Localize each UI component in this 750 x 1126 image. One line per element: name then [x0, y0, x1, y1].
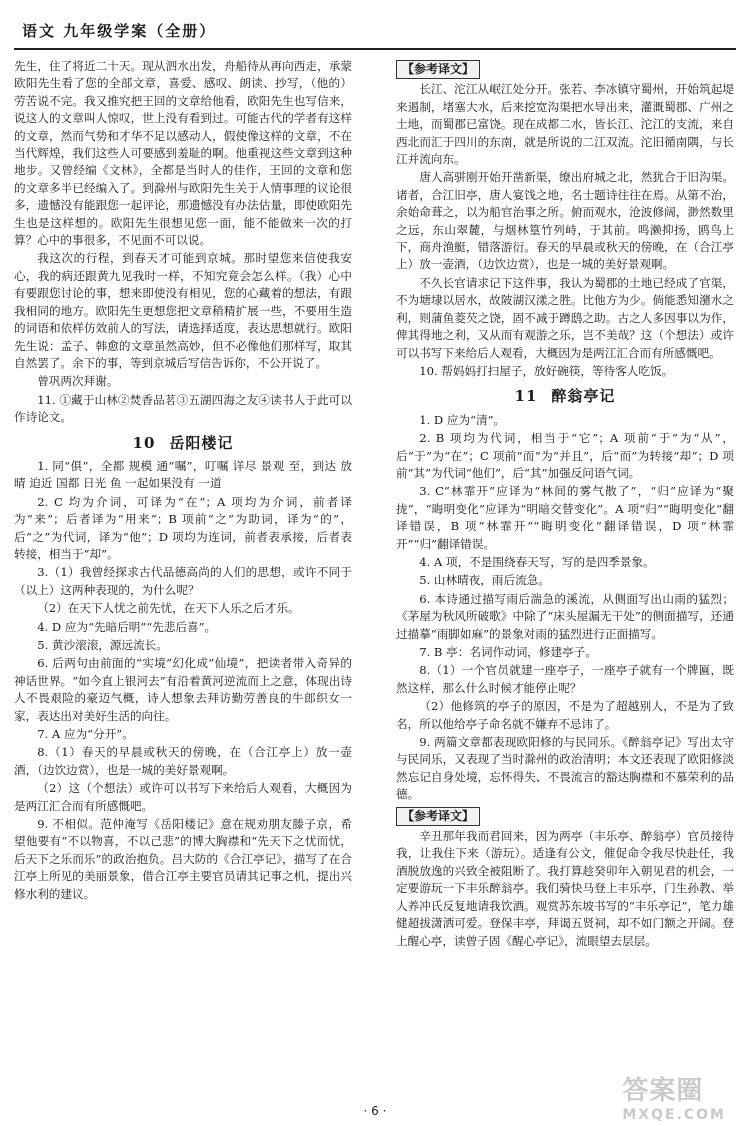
translation-text: 不久长官请求记下这件事，我认为蜀郡的土地已经成了官渠，不为塘埭以居水，故陂湖汉漾之胜。比他方为少。倘能悉知潴水之利，则蒲鱼菱芡之饶，固不减于蹲鸱之助。古之人多因事以为作，俾其得地之利，又从而有观游之乐，岂不美哉？这（个想法）或许可以书写下来给后人观看，大概因为是两江汇合而有所感慨吧。 — [396, 275, 734, 360]
answer-item: 8.（1）春天的早晨或秋天的傍晚，在（合江亭上）放一壶酒，（边饮边赏），也是一城的美好景观啊。 — [14, 745, 352, 777]
section-heading — [396, 388, 734, 405]
answer-item: 5. 黄沙滚滚，源远流长。 — [37, 638, 168, 652]
answer-item: 8.（1）一个官员就建一座亭子，一座亭子就有一个牌匾，既然这样，那么什么时候才能停止呢？ — [396, 663, 734, 695]
answer-item: 2. C 均为介词，可译为“在”；A 项均为介词，前者译为“来”；后者译为“用来”；B 项前“之”为助词，译为“的”，后“之”为代词，译为“他”；D 项均为连词，前者表承接，后者表转接，相当于“却”。 — [14, 494, 352, 561]
answer-item: 7. B 亭：名词作动词，修建亭子。 — [419, 645, 597, 659]
right-column — [396, 58, 734, 1098]
answer-item: 10. 帮妈妈打扫屋子，放好碗筷，等待客人吃饭。 — [419, 363, 674, 378]
translation-text: 唐人高骈刚开始开凿新渠，缭出府城之北，然犹合于旧沟渠。诸者，合江旧亭，唐人宴饯之地，名士题诗往往在焉。从第不治，余始命葺之，以为船官治事之所。俯而观水，沧波修阔，渺然数里之远，东山翠麓，与烟林篁竹列峙，于其前。鸣濑抑扬，鸥鸟上下，商舟渔艇，错落游衍。春天的早晨或秋天的傍晚，在（合江亭上）放一壶酒，（边饮边赏），也是一城的美好景观啊。 — [396, 170, 734, 272]
section-heading — [14, 435, 352, 452]
answer-item: 3.（1）我曾经探求古代品德高尚的人们的思想，或许不同于（以上）这两种表现的，为什么呢？ — [14, 565, 352, 597]
answer-item: （2）他修筑的亭子的原因，不是为了超越别人，不是为了致名，所以他给亭子命名就不嫌弃不忌讳了。 — [396, 699, 734, 731]
answer-item: 2. B 项均为代词，相当于“它”；A 项前“于”为“从”，后“于”为“在”；C 项前“而”为“并且”，后“而”为转接“却”；D 项前“其”为代词“他们”，后“其”加强反问语气词。 — [396, 431, 734, 480]
answer-item: 1. D 应为“清”。 — [419, 412, 506, 427]
left-column — [14, 58, 352, 1098]
translation-text: 辛丑那年我而君回来，因为两亭（丰乐亭、醉翁亭）官员接待我，让我住下来（游玩）。适逢有公文，催促命令我尽快赴任，我酒脱放逸的兴致全被阻断了。我打算趁癸卯年入朝见君的机会，一定要游玩一下丰乐醉翁亭。我们骑快马登上丰乐亭，门生孙教、举人养冲氏反复地请我饮酒。观赏苏东坡书写的“丰乐亭记”，笔力雄健超拔潇洒可爱。登保丰亭，拜谒五贤祠，却不如门额之开阔。登上醒心亭，读曾子固《醒心亭记》，流眼望去层层。 — [396, 829, 734, 948]
answer-item: 4. A 项，不是围绕春天写，写的是四季景象。 — [419, 554, 655, 569]
answer-item: 5. 山林晴夜，雨后流急。 — [419, 573, 550, 588]
answer-item: 3. C“林霏开”应译为“林间的雾气散了”，“归”应译为“聚拢”，“晦明变化”应译为“明暗交替变化”。A 项“归”“晦明变化”翻译错误，B 项“林霏开”“晦明变化”翻译错误，D 项“林霏开”“归”翻译错误。 — [396, 484, 734, 551]
answer-item: 1. 同“俱”，全都 规模 通“嘱”，叮嘱 详尽 景观 至，到达 放晴 迫近 国都 日光 鱼 一起如果没有 一道 — [14, 458, 352, 491]
section-number: 11 — [514, 387, 538, 406]
letter-text: 我这次的行程，到春天才可能到京城。那时望您来信使我安心，我的病还跟黄九见我时一样，不知究竟会怎么样。（我）心中有要跟您讨论的事，想来即使没有相见，您的心藏着的想法，有跟我相同的地方。欧阳先生更想您把文章稍精扩展一些，不要用生造的词语和依样仿效前人的写法，请选择适度，表达思想就行。欧阳先生说：孟子、韩愈的文章虽然高妙，但不必像他们那样写，取其自然罢了。余下的事，等到京城后写信告诉你，不公开说了。 — [14, 251, 352, 370]
answer-item: 9. 不相似。范仲淹写《岳阳楼记》意在规劝朋友滕子京，希望他要有“不以物喜，不以己悲”的博大胸襟和“先天下之忧而忧，后天下之乐而乐”的政治抱负。吕大防的《合江亭记》，描写了在合江亭上所见的美丽景象，借合江亭主要官员请其记事之机，提出兴修水利的建议。 — [14, 817, 352, 901]
section-number: 10 — [132, 433, 156, 452]
page-number: · 6 · — [363, 1104, 387, 1118]
answer-item: 6. 后两句由前面的“实境”幻化成“仙境”，把读者带入奇异的神话世界。“如今直上银河去”有沿着黄河逆流而上之意，体现出诗人不畏艰险的豪迈气概，诗人想象去拜访勤劳善良的牛郎织女一家，表达出对美好生活的向往。 — [14, 656, 352, 723]
section-title: 醉翁亭记 — [551, 387, 616, 406]
answer-item: 4. D 应为“先暗后明”“先悲后喜”。 — [37, 619, 217, 634]
reference-translation-label: 【参考译文】 — [396, 60, 480, 79]
watermark-main: 答案圈 — [622, 1076, 704, 1106]
page-header — [14, 8, 736, 50]
answer-item: （2）在天下人忧之前先忧，在天下人乐之后才乐。 — [37, 601, 300, 616]
letter-text: 先生，住了将近二十天。现从泗水出发，舟船待从再向西走，承蒙欧阳先生看了您的全部文章，喜爱、感叹、朗读、抄写，（他的）劳苦说不完。我又推究把王回的文章给他看，欧阳先生也写信来，说这人的文章叫人惊叹，世上没有看到过。可能古代的学者有这样的文章，然而气势和才华不足以感动人，假使像这样的文章，不在当代辉煌，我们这些人可要感到羞耻的啊。他重视这些文章到这种地步。又曾经编《文林》，全都是当时人的佳作，王回的文章和您的文章多半已经编入了。到滁州与欧阳先生关于人情事理的议论很多，遗憾没有能跟您一起评论，那遗憾没有办法估量，即使欧阳先生也是这样想的。欧阳先生很想见您一面，能不能做来一次的打算？心中的事很多，不见面不可以说。 — [14, 59, 352, 248]
watermark-logo — [622, 1070, 726, 1123]
book-title: 语文 九年级学案（全册） — [22, 22, 217, 40]
letter-text: 曾巩两次拜谢。 — [37, 374, 119, 389]
section-title: 岳阳楼记 — [169, 433, 234, 452]
watermark-url: MXQE.COM — [622, 1107, 726, 1123]
answer-item: 11. ①藏于山林②焚香品茗③五湖四海之友④读书人于此可以作诗论文。 — [14, 392, 352, 425]
reference-translation-label: 【参考译文】 — [396, 807, 480, 826]
answer-item: （2）这（个想法）或许可以书写下来给后人观看，大概因为是两江汇合而有所感慨吧。 — [14, 781, 352, 813]
answer-item: 9. 两篇文章都表现欧阳修的与民同乐。《醉翁亭记》写出太守与民同乐，又表现了当时滁州的政治清明；本文还表现了欧阳修淡然忘记自身处境，忘怀得失、不畏流言的豁达胸襟和不慕荣利的品德。 — [396, 735, 734, 802]
answer-item: 7. A 应为“分开”。 — [37, 727, 134, 742]
translation-text: 长江、沱江从岷江处分开。张若、李冰镇守蜀州，开始筑起堤来遏制，堵塞大水，后来挖宽沟渠把水导出来，灌溉蜀郡、广州之土地，而蜀郡已富饶。现在成都二水，皆长江、沱江的支流，来自西北而汇于四川的东南，就是所说的二江双流。沱旧循南隅，与长江并流向东。 — [396, 82, 734, 167]
answer-item: 6. 本诗通过描写雨后湍急的溪流，从侧面写出山雨的猛烈；《茅屋为秋风所破歌》中除了“床头屋漏无干处”的侧面描写，还通过描摹“雨脚如麻”的景象对雨的猛烈进行正面描写。 — [396, 591, 734, 641]
